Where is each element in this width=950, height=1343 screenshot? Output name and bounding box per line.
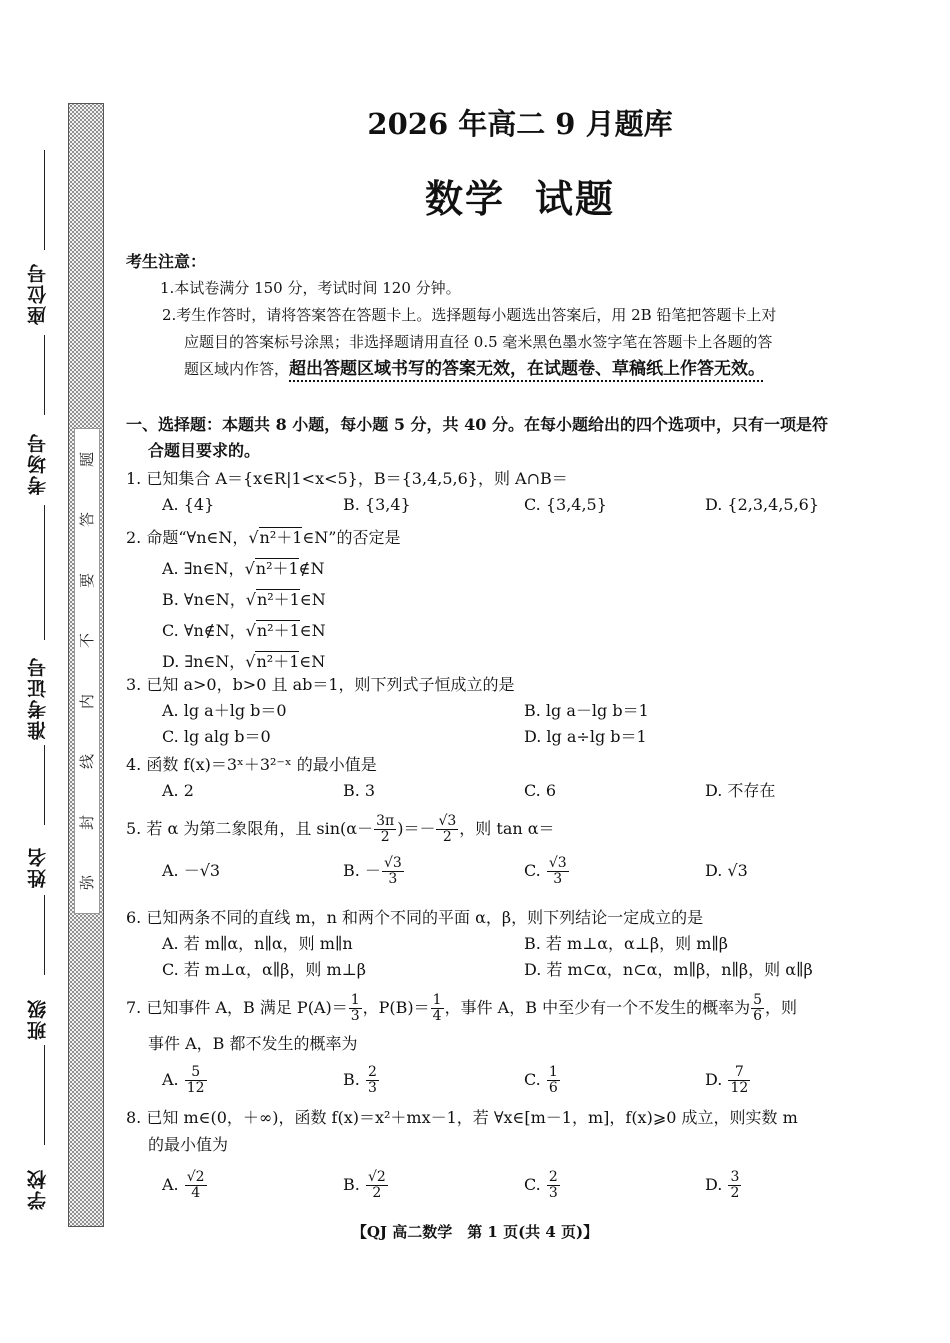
fraction-den: 3 xyxy=(367,1080,377,1096)
fraction-den: 6 xyxy=(753,1008,763,1024)
stem-text: 7. 已知事件 A，B 满足 P(A)＝ xyxy=(126,998,348,1017)
seat-number-line xyxy=(44,150,45,250)
option-d xyxy=(705,1168,886,1202)
option-a: A. lg a＋lg b＝0 xyxy=(162,701,287,720)
option-a xyxy=(162,1062,343,1098)
options-row xyxy=(126,492,886,518)
fraction-num: 2 xyxy=(548,1169,558,1185)
options-row xyxy=(126,1062,886,1098)
fraction-den: 12 xyxy=(186,1080,205,1096)
option-text: A. －√3 xyxy=(162,861,221,880)
radicand: n²＋1 xyxy=(255,559,299,578)
options-row xyxy=(126,931,886,957)
fraction-den: 3 xyxy=(388,871,398,887)
seal-char: 题 xyxy=(78,451,97,467)
question-stem xyxy=(126,990,886,1026)
option-text: ∈N xyxy=(299,590,326,609)
exam-title: 2026 年高二 9 月题库 xyxy=(367,107,673,141)
option-c: C. 6 xyxy=(524,781,557,800)
options-row xyxy=(126,957,886,983)
school-label: 学校 xyxy=(27,1168,49,1210)
option-c: C. 若 m⊥α，α∥β，则 m⊥β xyxy=(162,960,366,979)
question-8 xyxy=(126,1104,886,1202)
fraction-num: 1 xyxy=(350,992,360,1008)
section-heading xyxy=(126,412,886,464)
option-d: D. 不存在 xyxy=(705,781,776,800)
option-text: ∈N xyxy=(299,621,326,640)
stem-text: ，事件 A，B 中至少有一个不发生的概率为 xyxy=(444,998,751,1017)
class-line xyxy=(44,895,45,975)
fraction-den: 4 xyxy=(191,1185,201,1201)
fraction-num: 3 xyxy=(730,1169,740,1185)
fraction-num: √2 xyxy=(367,1169,386,1185)
option-text: C. ∀n∉N， xyxy=(162,621,246,640)
fraction-num: 2 xyxy=(367,1064,377,1080)
fraction-den: 3 xyxy=(553,871,563,887)
option-a: A. {4} xyxy=(162,495,215,514)
question-stem: 2. 命题“∀n∈N，√n²＋1∈N”的否定是 xyxy=(126,528,401,547)
option-text: D. xyxy=(705,1070,728,1089)
option-text: A. ∃n∈N， xyxy=(162,559,245,578)
seat-number-label: 座位号 xyxy=(27,262,49,325)
question-3 xyxy=(126,672,886,750)
fraction xyxy=(547,1170,560,1201)
option-text: D. √3 xyxy=(705,861,748,880)
question-6 xyxy=(126,905,886,983)
question-stem: 1. 已知集合 A＝{x∈R|1<x<5}，B＝{3,4,5,6}，则 A∩B＝ xyxy=(126,469,568,488)
question-4 xyxy=(126,752,886,804)
seal-line-notice xyxy=(74,428,100,914)
subject-suffix: 试题 xyxy=(535,176,616,221)
fraction xyxy=(751,993,764,1024)
option-a: A. ∃n∈N，√n²＋1∉N xyxy=(162,559,325,578)
option-text: B. xyxy=(343,1070,365,1089)
option-text: B. xyxy=(343,1175,365,1194)
notice-item-2-end xyxy=(126,356,886,383)
notice-item-1: 1.本试卷满分 150 分，考试时间 120 分钟。 xyxy=(160,279,461,297)
stem-text: ∈N”的否定是 xyxy=(302,528,401,547)
option-d xyxy=(705,1062,886,1098)
stem-text: 5. 若 α 为第二象限角，且 sin(α－ xyxy=(126,819,374,838)
fraction xyxy=(728,1065,750,1096)
stem-text: )＝－ xyxy=(397,819,436,838)
seal-char: 线 xyxy=(78,754,97,770)
fraction-den: 2 xyxy=(372,1185,382,1201)
fraction-den: 2 xyxy=(380,829,390,845)
option-text: ∉N xyxy=(298,559,325,578)
option-text: A. xyxy=(162,1070,184,1089)
fraction-den: 2 xyxy=(442,829,452,845)
radicand: n²＋1 xyxy=(256,590,300,609)
option-b: B. lg a－lg b＝1 xyxy=(524,701,649,720)
question-stem xyxy=(126,812,886,846)
fraction-num: 3π xyxy=(376,813,395,829)
notice-item-2-cont: 应题目的答案标号涂黑；非选择题请用直径 0.5 毫米黑色墨水签字笔在答题卡上各题的答 xyxy=(184,333,773,351)
seal-char: 不 xyxy=(78,633,97,649)
fraction xyxy=(366,1170,388,1201)
question-stem: 8. 已知 m∈(0，＋∞)，函数 f(x)＝x²＋mx－1，若 ∀x∈[m－1，m]，f(x)⩾0 成立，则实数 m xyxy=(126,1108,798,1127)
seal-char: 答 xyxy=(78,512,97,528)
radicand: n²＋1 xyxy=(256,621,300,640)
fraction xyxy=(382,856,404,887)
option-text: ∈N xyxy=(299,652,326,671)
fraction-den: 12 xyxy=(730,1080,749,1096)
subject-title xyxy=(120,168,920,223)
notice-text: 题区域内作答， xyxy=(184,360,290,378)
fraction-num: 5 xyxy=(753,992,763,1008)
question-stem: 6. 已知两条不同的直线 m，n 和两个不同的平面 α，β，则下列结论一定成立的是 xyxy=(126,908,704,927)
notice-heading: 考生注意： xyxy=(126,252,207,271)
option-text: D. xyxy=(705,1175,728,1194)
option-b xyxy=(343,854,524,888)
fraction-num: √2 xyxy=(186,1169,205,1185)
option-text: D. ∃n∈N， xyxy=(162,652,246,671)
option-c: C. {3,4,5} xyxy=(524,495,607,514)
option-c xyxy=(524,854,705,888)
stem-text: ，则 tan α＝ xyxy=(459,819,555,838)
option-text: B. － xyxy=(343,861,381,880)
fraction-num: √3 xyxy=(383,855,402,871)
fraction-den: 6 xyxy=(548,1080,558,1096)
option-b: B. 若 m⊥α，α⊥β，则 m∥β xyxy=(524,934,729,953)
seal-char: 要 xyxy=(78,572,97,588)
fraction-den: 3 xyxy=(350,1008,360,1024)
class-label: 班级 xyxy=(27,998,49,1040)
admission-number-label: 准考证号 xyxy=(27,656,49,740)
stem-text: 2. 命题“∀n∈N， xyxy=(126,528,249,547)
fraction-num: 5 xyxy=(185,1065,207,1081)
admission-number-line xyxy=(44,505,45,640)
name-label: 姓名 xyxy=(27,846,49,888)
binding-margin xyxy=(0,0,68,1343)
option-b: B. {3,4} xyxy=(343,495,411,514)
fraction-num: 1 xyxy=(432,992,442,1008)
fraction xyxy=(547,1065,560,1096)
options-row xyxy=(126,854,886,888)
option-d: D. ∃n∈N，√n²＋1∈N xyxy=(162,652,326,671)
school-line xyxy=(44,1045,45,1145)
subject-name: 数学 xyxy=(424,176,505,221)
fraction-den: 2 xyxy=(730,1185,740,1201)
option-b: B. 3 xyxy=(343,781,376,800)
stem-text: ，P(B)＝ xyxy=(362,998,430,1017)
question-stem: 4. 函数 f(x)＝3ˣ＋3²⁻ˣ 的最小值是 xyxy=(126,755,377,774)
option-c xyxy=(524,1062,705,1098)
fraction-den: 4 xyxy=(432,1008,442,1024)
option-d: D. {2,3,4,5,6} xyxy=(705,495,820,514)
candidate-notice xyxy=(126,248,886,383)
option-text: C. xyxy=(524,1070,546,1089)
seal-char: 内 xyxy=(78,693,97,709)
fraction-num: 7 xyxy=(728,1065,750,1081)
question-stem: 3. 已知 a>0，b>0 且 ab＝1，则下列式子恒成立的是 xyxy=(126,675,515,694)
exam-room-line xyxy=(44,335,45,415)
option-b xyxy=(343,1168,524,1202)
radicand: n²＋1 xyxy=(259,528,303,547)
option-c xyxy=(524,1168,705,1202)
seal-char: 弥 xyxy=(78,875,97,891)
section-line-2: 合题目要求的。 xyxy=(148,441,261,460)
options-row xyxy=(126,778,886,804)
fraction xyxy=(547,856,569,887)
seal-char: 封 xyxy=(78,814,97,830)
question-2 xyxy=(126,522,886,677)
option-a: A. 若 m∥α，n∥α，则 m∥n xyxy=(162,934,353,953)
question-5 xyxy=(126,812,886,888)
fraction-num: √3 xyxy=(438,813,457,829)
section-line-1: 一、选择题：本题共 8 小题，每小题 5 分，共 40 分。在每小题给出的四个选项中，只有一项是符 xyxy=(126,415,828,434)
exam-room-label: 考场号 xyxy=(27,432,49,495)
fraction xyxy=(728,1170,741,1201)
option-text: C. xyxy=(524,1175,546,1194)
fraction-num: 1 xyxy=(548,1064,558,1080)
notice-item-2: 2.考生作答时，请将答案答在答题卡上。选择题每小题选出答案后，用 2B 铅笔把答题卡上对 xyxy=(162,306,777,324)
fraction xyxy=(366,1065,379,1096)
options-row xyxy=(126,698,886,724)
fraction xyxy=(436,814,458,845)
radicand: n²＋1 xyxy=(256,652,300,671)
option-a: A. 2 xyxy=(162,781,194,800)
question-7 xyxy=(126,990,886,1098)
stem-text: ，则 xyxy=(765,998,798,1017)
option-d xyxy=(705,854,886,888)
fraction-num: √3 xyxy=(548,855,567,871)
fraction xyxy=(185,1170,207,1201)
option-c: C. ∀n∉N，√n²＋1∈N xyxy=(162,621,326,640)
fraction xyxy=(185,1065,207,1096)
option-text: A. xyxy=(162,1175,184,1194)
option-b: B. ∀n∈N，√n²＋1∈N xyxy=(162,590,326,609)
page-footer: 【QJ 高二数学 第 1 页(共 4 页)】 xyxy=(351,1223,599,1241)
question-stem-cont: 的最小值为 xyxy=(148,1135,229,1154)
options-row xyxy=(126,724,886,750)
notice-emphasis: 超出答题区域书写的答案无效，在试题卷、草稿纸上作答无效。 xyxy=(289,359,766,379)
question-stem-cont: 事件 A，B 都不发生的概率为 xyxy=(148,1034,358,1053)
name-line xyxy=(44,745,45,825)
option-text: C. xyxy=(524,861,546,880)
option-c: C. lg alg b＝0 xyxy=(162,727,271,746)
question-1 xyxy=(126,466,886,518)
option-text: B. ∀n∈N， xyxy=(162,590,246,609)
options-row xyxy=(126,1168,886,1202)
fraction xyxy=(374,814,396,845)
option-d: D. lg a÷lg b＝1 xyxy=(524,727,647,746)
option-a xyxy=(162,1168,343,1202)
option-a xyxy=(162,854,343,888)
fraction-den: 3 xyxy=(548,1185,558,1201)
option-b xyxy=(343,1062,524,1098)
fraction xyxy=(349,993,362,1024)
option-d: D. 若 m⊂α，n⊂α，m∥β，n∥β，则 α∥β xyxy=(524,960,813,979)
fraction xyxy=(431,993,444,1024)
